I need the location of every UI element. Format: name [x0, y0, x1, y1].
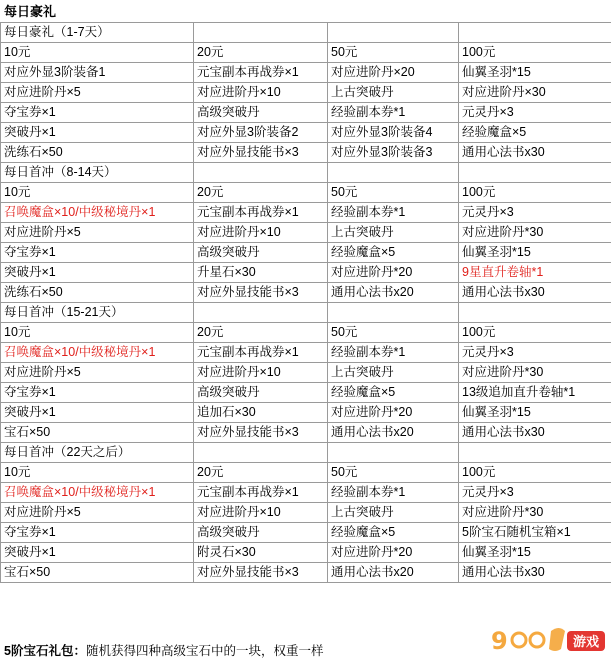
reward-row: [1, 143, 611, 163]
tier-cell: 50元: [328, 43, 459, 63]
reward-cell: 对应外显3阶装备2: [194, 123, 328, 143]
reward-cell: 仙翼圣羽*15: [459, 403, 611, 423]
reward-row: [1, 103, 611, 123]
reward-cell: 经验魔盒×5: [459, 123, 611, 143]
reward-cell: 经验魔盒×5: [328, 523, 459, 543]
reward-cell: 对应进阶丹×20: [328, 63, 459, 83]
reward-cell: 经验魔盒×5: [328, 383, 459, 403]
reward-row: [1, 543, 611, 563]
tier-cell: 20元: [194, 43, 328, 63]
reward-cell: 元灵丹×3: [459, 103, 611, 123]
reward-cell: 对应外显3阶装备4: [328, 123, 459, 143]
section-header-row: [1, 303, 611, 323]
rewards-table: [0, 22, 611, 583]
reward-cell: 上古突破丹: [328, 503, 459, 523]
section-title: 每日首冲（8-14天）: [1, 163, 194, 183]
tier-row: [1, 183, 611, 203]
reward-row: [1, 83, 611, 103]
empty-cell: [459, 163, 611, 183]
reward-cell: 夺宝券×1: [1, 383, 194, 403]
reward-cell: 仙翼圣羽*15: [459, 243, 611, 263]
empty-cell: [194, 303, 328, 323]
reward-row: [1, 563, 611, 583]
watermark-suffix: 游戏: [572, 635, 600, 650]
reward-cell: 对应外显3阶装备3: [328, 143, 459, 163]
reward-cell: 对应进阶丹×10: [194, 363, 328, 383]
tier-cell: 100元: [459, 43, 611, 63]
tier-cell: 50元: [328, 323, 459, 343]
reward-cell: 突破丹×1: [1, 263, 194, 283]
reward-row: [1, 223, 611, 243]
reward-cell: 洗练石×50: [1, 283, 194, 303]
tier-cell: 100元: [459, 463, 611, 483]
reward-cell: 5阶宝石随机宝箱×1: [459, 523, 611, 543]
watermark-suffix-group: [567, 631, 605, 651]
empty-cell: [459, 443, 611, 463]
reward-row: [1, 123, 611, 143]
reward-cell: 突破丹×1: [1, 543, 194, 563]
tier-row: [1, 323, 611, 343]
reward-cell: 高级突破丹: [194, 103, 328, 123]
reward-cell: 高级突破丹: [194, 523, 328, 543]
reward-cell: 对应外显技能书×3: [194, 563, 328, 583]
tier-cell: 20元: [194, 463, 328, 483]
empty-cell: [328, 163, 459, 183]
reward-cell: 通用心法书x20: [328, 423, 459, 443]
section-title: 每日首冲（15-21天）: [1, 303, 194, 323]
reward-cell: 对应进阶丹×10: [194, 83, 328, 103]
reward-cell: 元宝副本再战券×1: [194, 483, 328, 503]
reward-cell: 13级追加直升卷轴*1: [459, 383, 611, 403]
reward-cell: 元宝副本再战券×1: [194, 63, 328, 83]
reward-row: [1, 263, 611, 283]
footer-text: 随机获得四种高级宝石中的一块，权重一样: [85, 644, 324, 658]
reward-cell: 对应进阶丹×5: [1, 223, 194, 243]
reward-row: [1, 343, 611, 363]
reward-cell: 突破丹×1: [1, 403, 194, 423]
reward-row: [1, 63, 611, 83]
empty-cell: [194, 23, 328, 43]
reward-cell: 对应进阶丹×10: [194, 223, 328, 243]
tier-cell: 10元: [1, 463, 194, 483]
empty-cell: [328, 303, 459, 323]
reward-cell: 对应外显3阶装备1: [1, 63, 194, 83]
reward-cell: 对应进阶丹*20: [328, 263, 459, 283]
reward-cell: 夺宝券×1: [1, 103, 194, 123]
reward-row: [1, 483, 611, 503]
tier-cell: 10元: [1, 43, 194, 63]
tier-row: [1, 43, 611, 63]
reward-cell: 仙翼圣羽*15: [459, 63, 611, 83]
reward-cell: 9星直升卷轴*1: [459, 263, 611, 283]
reward-cell: 对应外显技能书×3: [194, 143, 328, 163]
reward-cell: 通用心法书x30: [459, 563, 611, 583]
section-header-row: [1, 23, 611, 43]
reward-cell: 对应进阶丹*30: [459, 503, 611, 523]
reward-cell: 对应进阶丹*30: [459, 223, 611, 243]
reward-cell: 经验副本券*1: [328, 103, 459, 123]
tier-cell: 50元: [328, 463, 459, 483]
tier-cell: 100元: [459, 323, 611, 343]
reward-cell: 经验副本券*1: [328, 203, 459, 223]
watermark-logo: [489, 623, 607, 657]
rewards-table-body: [1, 23, 611, 583]
tier-cell: 10元: [1, 183, 194, 203]
reward-cell: 洗练石×50: [1, 143, 194, 163]
reward-cell: 元灵丹×3: [459, 203, 611, 223]
reward-row: [1, 203, 611, 223]
reward-cell: 上古突破丹: [328, 363, 459, 383]
section-title: 每日豪礼（1-7天）: [1, 23, 194, 43]
reward-cell: 经验副本券*1: [328, 343, 459, 363]
reward-cell: 追加石×30: [194, 403, 328, 423]
reward-cell: 召唤魔盒×10/中级秘境丹×1: [1, 483, 194, 503]
empty-cell: [459, 303, 611, 323]
reward-cell: 夺宝券×1: [1, 243, 194, 263]
reward-cell: 对应进阶丹*20: [328, 543, 459, 563]
reward-row: [1, 523, 611, 543]
reward-cell: 对应外显技能书×3: [194, 283, 328, 303]
tier-row: [1, 463, 611, 483]
section-header-row: [1, 163, 611, 183]
reward-cell: 仙翼圣羽*15: [459, 543, 611, 563]
empty-cell: [328, 443, 459, 463]
reward-cell: 对应进阶丹×30: [459, 83, 611, 103]
section-title: 每日首冲（22天之后）: [1, 443, 194, 463]
reward-cell: 对应进阶丹*20: [328, 403, 459, 423]
reward-cell: 对应进阶丹×5: [1, 83, 194, 103]
footer-note: [4, 641, 323, 661]
reward-cell: 上古突破丹: [328, 83, 459, 103]
reward-cell: 通用心法书x30: [459, 283, 611, 303]
reward-cell: 通用心法书x30: [459, 423, 611, 443]
reward-row: [1, 283, 611, 303]
reward-row: [1, 243, 611, 263]
reward-row: [1, 503, 611, 523]
reward-row: [1, 383, 611, 403]
reward-cell: 对应进阶丹×5: [1, 503, 194, 523]
reward-cell: 升星石×30: [194, 263, 328, 283]
reward-cell: 上古突破丹: [328, 223, 459, 243]
svg-text:9: 9: [491, 627, 508, 655]
reward-row: [1, 423, 611, 443]
reward-cell: 附灵石×30: [194, 543, 328, 563]
footer-label: 5阶宝石礼包：: [4, 644, 86, 658]
reward-cell: 通用心法书x20: [328, 563, 459, 583]
reward-cell: 通用心法书x30: [459, 143, 611, 163]
empty-cell: [194, 163, 328, 183]
empty-cell: [194, 443, 328, 463]
reward-cell: 经验魔盒×5: [328, 243, 459, 263]
reward-cell: 对应进阶丹×5: [1, 363, 194, 383]
reward-cell: 高级突破丹: [194, 243, 328, 263]
reward-cell: 召唤魔盒×10/中级秘境丹×1: [1, 343, 194, 363]
reward-cell: 元灵丹×3: [459, 483, 611, 503]
reward-cell: 宝石×50: [1, 423, 194, 443]
tier-cell: 50元: [328, 183, 459, 203]
reward-cell: 召唤魔盒×10/中级秘境丹×1: [1, 203, 194, 223]
reward-cell: 对应进阶丹*30: [459, 363, 611, 383]
reward-cell: 通用心法书x20: [328, 283, 459, 303]
reward-cell: 高级突破丹: [194, 383, 328, 403]
reward-cell: 经验副本券*1: [328, 483, 459, 503]
tier-cell: 20元: [194, 323, 328, 343]
reward-row: [1, 363, 611, 383]
reward-cell: 对应外显技能书×3: [194, 423, 328, 443]
tier-cell: 100元: [459, 183, 611, 203]
tier-cell: 20元: [194, 183, 328, 203]
reward-cell: 元宝副本再战券×1: [194, 343, 328, 363]
reward-row: [1, 403, 611, 423]
empty-cell: [459, 23, 611, 43]
reward-cell: 夺宝券×1: [1, 523, 194, 543]
reward-cell: 元宝副本再战券×1: [194, 203, 328, 223]
empty-cell: [328, 23, 459, 43]
reward-cell: 元灵丹×3: [459, 343, 611, 363]
reward-cell: 对应进阶丹×10: [194, 503, 328, 523]
page-title: 每日豪礼: [4, 4, 57, 19]
section-header-row: [1, 443, 611, 463]
tier-cell: 10元: [1, 323, 194, 343]
reward-cell: 突破丹×1: [1, 123, 194, 143]
reward-cell: 宝石×50: [1, 563, 194, 583]
